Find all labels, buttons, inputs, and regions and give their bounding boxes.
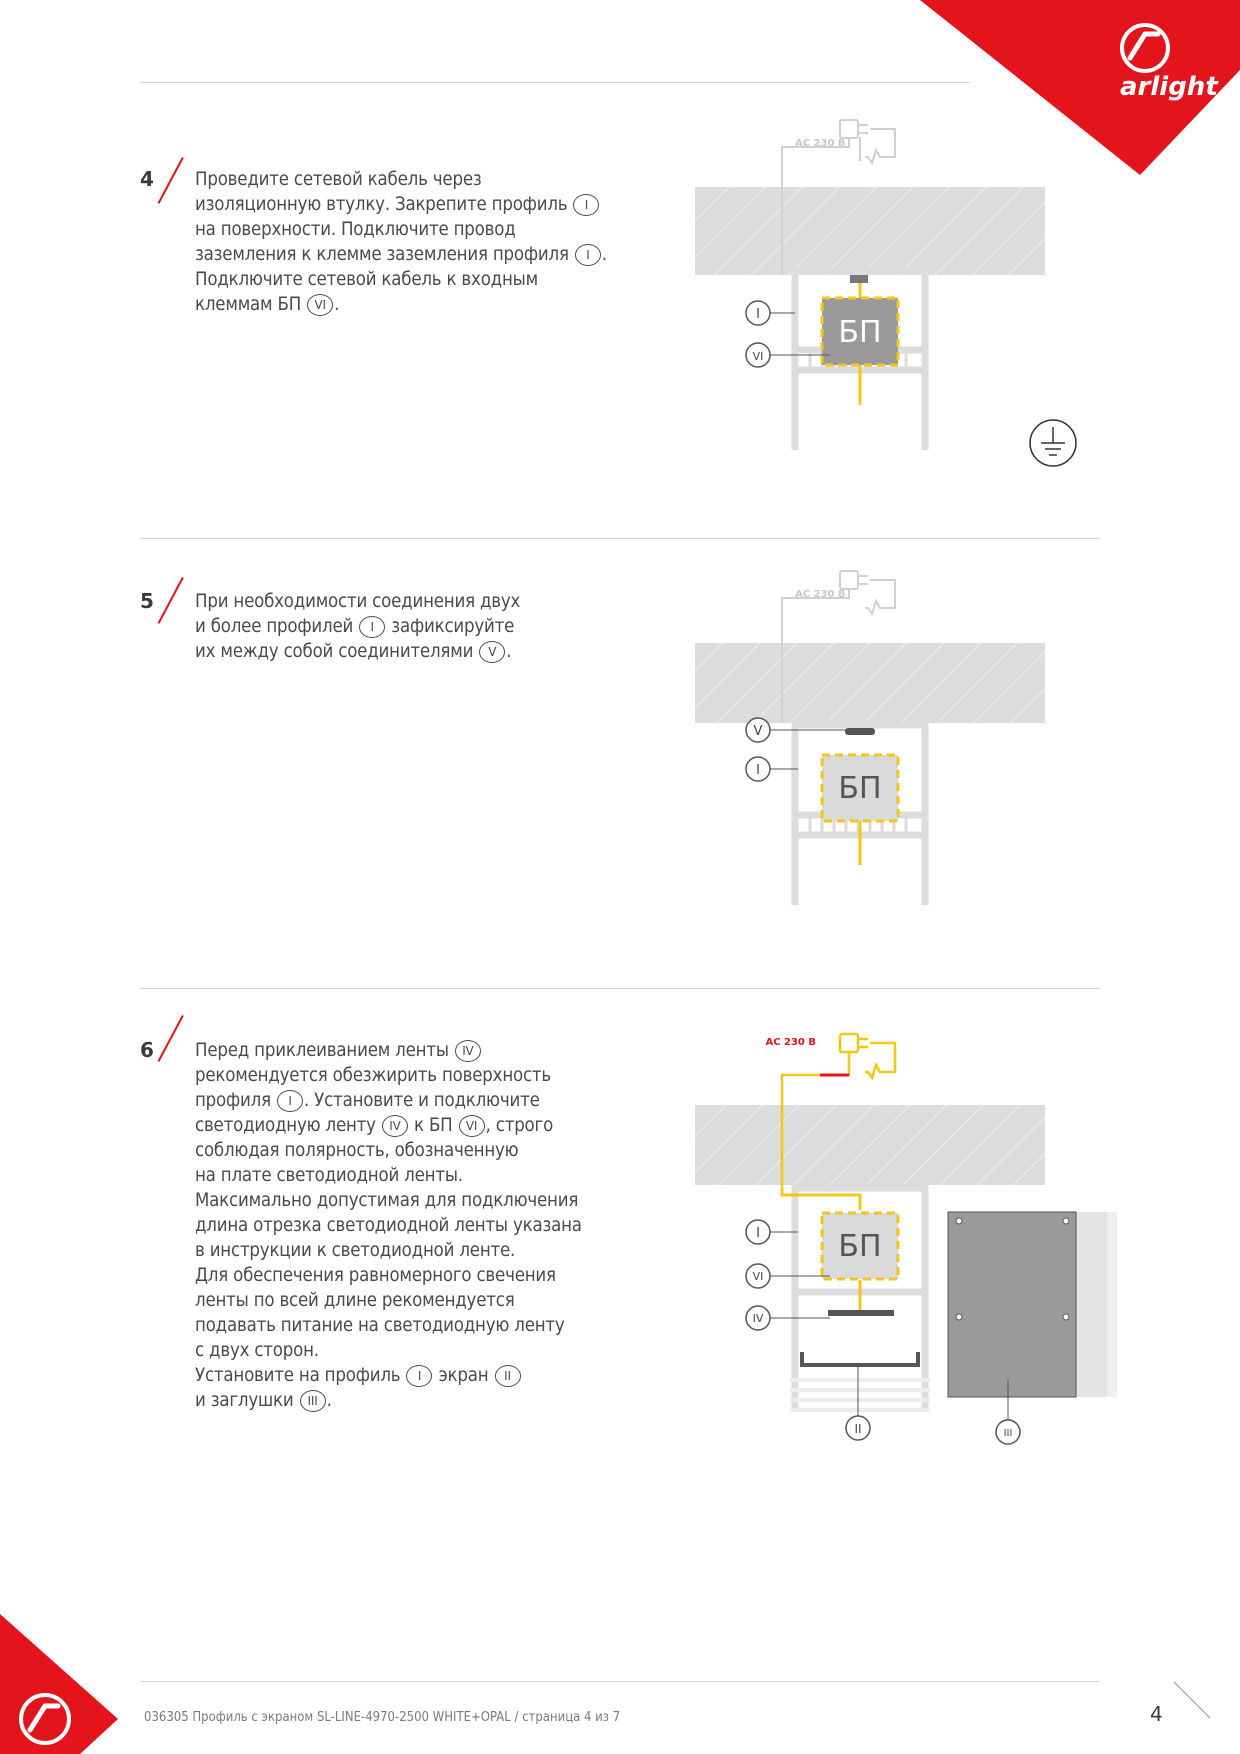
callout-VI [746, 1264, 830, 1288]
text-run: . Установите и подключите [304, 1090, 540, 1111]
brand-logo-text: arlight [1120, 72, 1218, 102]
text-run: профиля [195, 1090, 277, 1111]
text-run: . [506, 641, 512, 662]
part-reference-badge: IV [382, 1115, 408, 1137]
text-run: клеммам БП [195, 294, 307, 315]
page-corner-line [1172, 1680, 1212, 1720]
step-number: 6 [140, 1038, 154, 1062]
text-line [195, 1138, 582, 1163]
supply-label: AC 230 B [795, 138, 846, 149]
text-run: на поверхности. Подключите провод [195, 219, 516, 240]
text-line [195, 1288, 582, 1313]
text-run: зафиксируйте [386, 616, 515, 637]
divider-top [140, 82, 970, 83]
psu-label: БП [838, 315, 882, 350]
callout-I [746, 301, 795, 325]
svg-text:I: I [756, 1226, 760, 1241]
insulation-sleeve [850, 275, 868, 283]
text-line [195, 1263, 582, 1288]
step-slash [158, 157, 184, 204]
led-strip [828, 1310, 894, 1316]
text-run: ленты по всей длине рекомендуется [195, 1290, 515, 1311]
text-run: При необходимости соединения двух [195, 591, 521, 612]
divider-step-6 [140, 988, 1100, 989]
text-line [195, 1063, 582, 1088]
connector [845, 728, 875, 735]
text-line [195, 242, 607, 267]
text-line [195, 1238, 582, 1263]
part-reference-badge: VI [459, 1115, 485, 1137]
text-run: изоляционную втулку. Закрепите профиль [195, 194, 573, 215]
callout-I [746, 757, 798, 781]
text-run: и более профилей [195, 616, 359, 637]
part-reference-badge: II [495, 1365, 521, 1387]
text-run: . [326, 1390, 332, 1411]
supply-label: AC 230 B [765, 1037, 816, 1048]
svg-text:I: I [756, 307, 760, 322]
text-line [195, 1188, 582, 1213]
part-reference-badge: I [277, 1090, 303, 1112]
text-run: их между собой соединителями [195, 641, 479, 662]
ceiling [695, 1105, 1045, 1185]
text-run: длина отрезка светодиодной ленты указана [195, 1215, 582, 1236]
text-run: Проведите сетевой кабель через [195, 169, 482, 190]
text-run: и заглушки [195, 1390, 299, 1411]
diagram-step-5 [690, 565, 1090, 915]
footer-text: 036305 Профиль с экраном SL-LINE-4970-2500 WHITE+OPAL / страница 4 из 7 [144, 1710, 621, 1725]
text-line [195, 589, 520, 614]
text-line [195, 1388, 582, 1413]
divider-step-5 [140, 538, 1100, 539]
text-run: в инструкции к светодиодной ленте. [195, 1240, 516, 1261]
text-run: на плате светодиодной ленты. [195, 1165, 463, 1186]
text-run: Перед приклеиванием ленты [195, 1040, 454, 1061]
svg-text:I: I [756, 763, 760, 778]
step-5-text [195, 589, 520, 664]
divider-footer [140, 1681, 1100, 1682]
step-number: 5 [140, 589, 154, 613]
text-line [195, 1313, 582, 1338]
text-run: , строго [485, 1115, 554, 1136]
callout-II [846, 1366, 870, 1440]
supply-label: AC 230 B [795, 589, 846, 600]
diffuser-stack [790, 1380, 930, 1410]
psu-label: БП [838, 1229, 882, 1264]
svg-text:VI: VI [752, 350, 764, 363]
part-reference-badge: I [406, 1365, 432, 1387]
part-reference-badge: I [575, 244, 601, 266]
part-reference-badge: I [573, 194, 599, 216]
text-run: экран [433, 1365, 494, 1386]
text-line [195, 1213, 582, 1238]
part-reference-badge: III [300, 1390, 326, 1412]
page-number: 4 [1150, 1702, 1163, 1726]
part-reference-badge: VI [307, 294, 333, 316]
text-line [195, 1088, 582, 1113]
part-reference-badge: I [359, 616, 385, 638]
text-run: Максимально допустимая для подключения [195, 1190, 579, 1211]
text-run: . [334, 294, 340, 315]
svg-text:VI: VI [752, 1270, 764, 1283]
ceiling [695, 643, 1045, 723]
svg-text:II: II [854, 1422, 862, 1436]
text-line [195, 614, 520, 639]
text-line [195, 192, 607, 217]
text-run: соблюдая полярность, обозначенную [195, 1140, 519, 1161]
text-run: подавать питание на светодиодную ленту [195, 1315, 565, 1336]
step-6-text [195, 1038, 582, 1413]
text-run: светодиодную ленту [195, 1115, 381, 1136]
diagram-step-4 [690, 115, 1090, 475]
svg-text:IV: IV [752, 1312, 764, 1325]
text-line [195, 292, 607, 317]
step-number: 4 [140, 167, 154, 191]
text-run: рекомендуется обезжирить поверхность [195, 1065, 552, 1086]
end-cap [948, 1212, 1076, 1397]
part-reference-badge: V [479, 641, 505, 663]
ground-icon [1030, 420, 1076, 466]
text-line [195, 1038, 582, 1063]
brand-corner-bottom [0, 1614, 120, 1754]
svg-text:V: V [753, 724, 763, 739]
callout-IV [746, 1306, 830, 1330]
text-line [195, 217, 607, 242]
callout-I [746, 1220, 798, 1244]
text-line [195, 1113, 582, 1138]
text-run: . [601, 244, 607, 265]
step-slash [158, 577, 184, 624]
text-run: с двух сторон. [195, 1340, 319, 1361]
text-line [195, 1338, 582, 1363]
text-run: Установите на профиль [195, 1365, 406, 1386]
text-run: заземления к клемме заземления профиля [195, 244, 574, 265]
psu-label: БП [838, 771, 882, 806]
ceiling [695, 187, 1045, 275]
text-line [195, 1163, 582, 1188]
text-line [195, 267, 607, 292]
part-reference-badge: IV [455, 1040, 481, 1062]
diagram-step-6 [690, 1030, 1130, 1450]
step-slash [158, 1015, 184, 1062]
step-4-text [195, 167, 607, 317]
svg-text:III: III [1003, 1428, 1013, 1439]
text-line [195, 639, 520, 664]
text-line [195, 1363, 582, 1388]
text-run: Подключите сетевой кабель к входным [195, 269, 538, 290]
brand-corner-bottom-shape [0, 1614, 118, 1754]
diffuser-screen [802, 1352, 918, 1365]
text-line [195, 167, 607, 192]
text-run: Для обеспечения равномерного свечения [195, 1265, 556, 1286]
text-run: к БП [408, 1115, 458, 1136]
